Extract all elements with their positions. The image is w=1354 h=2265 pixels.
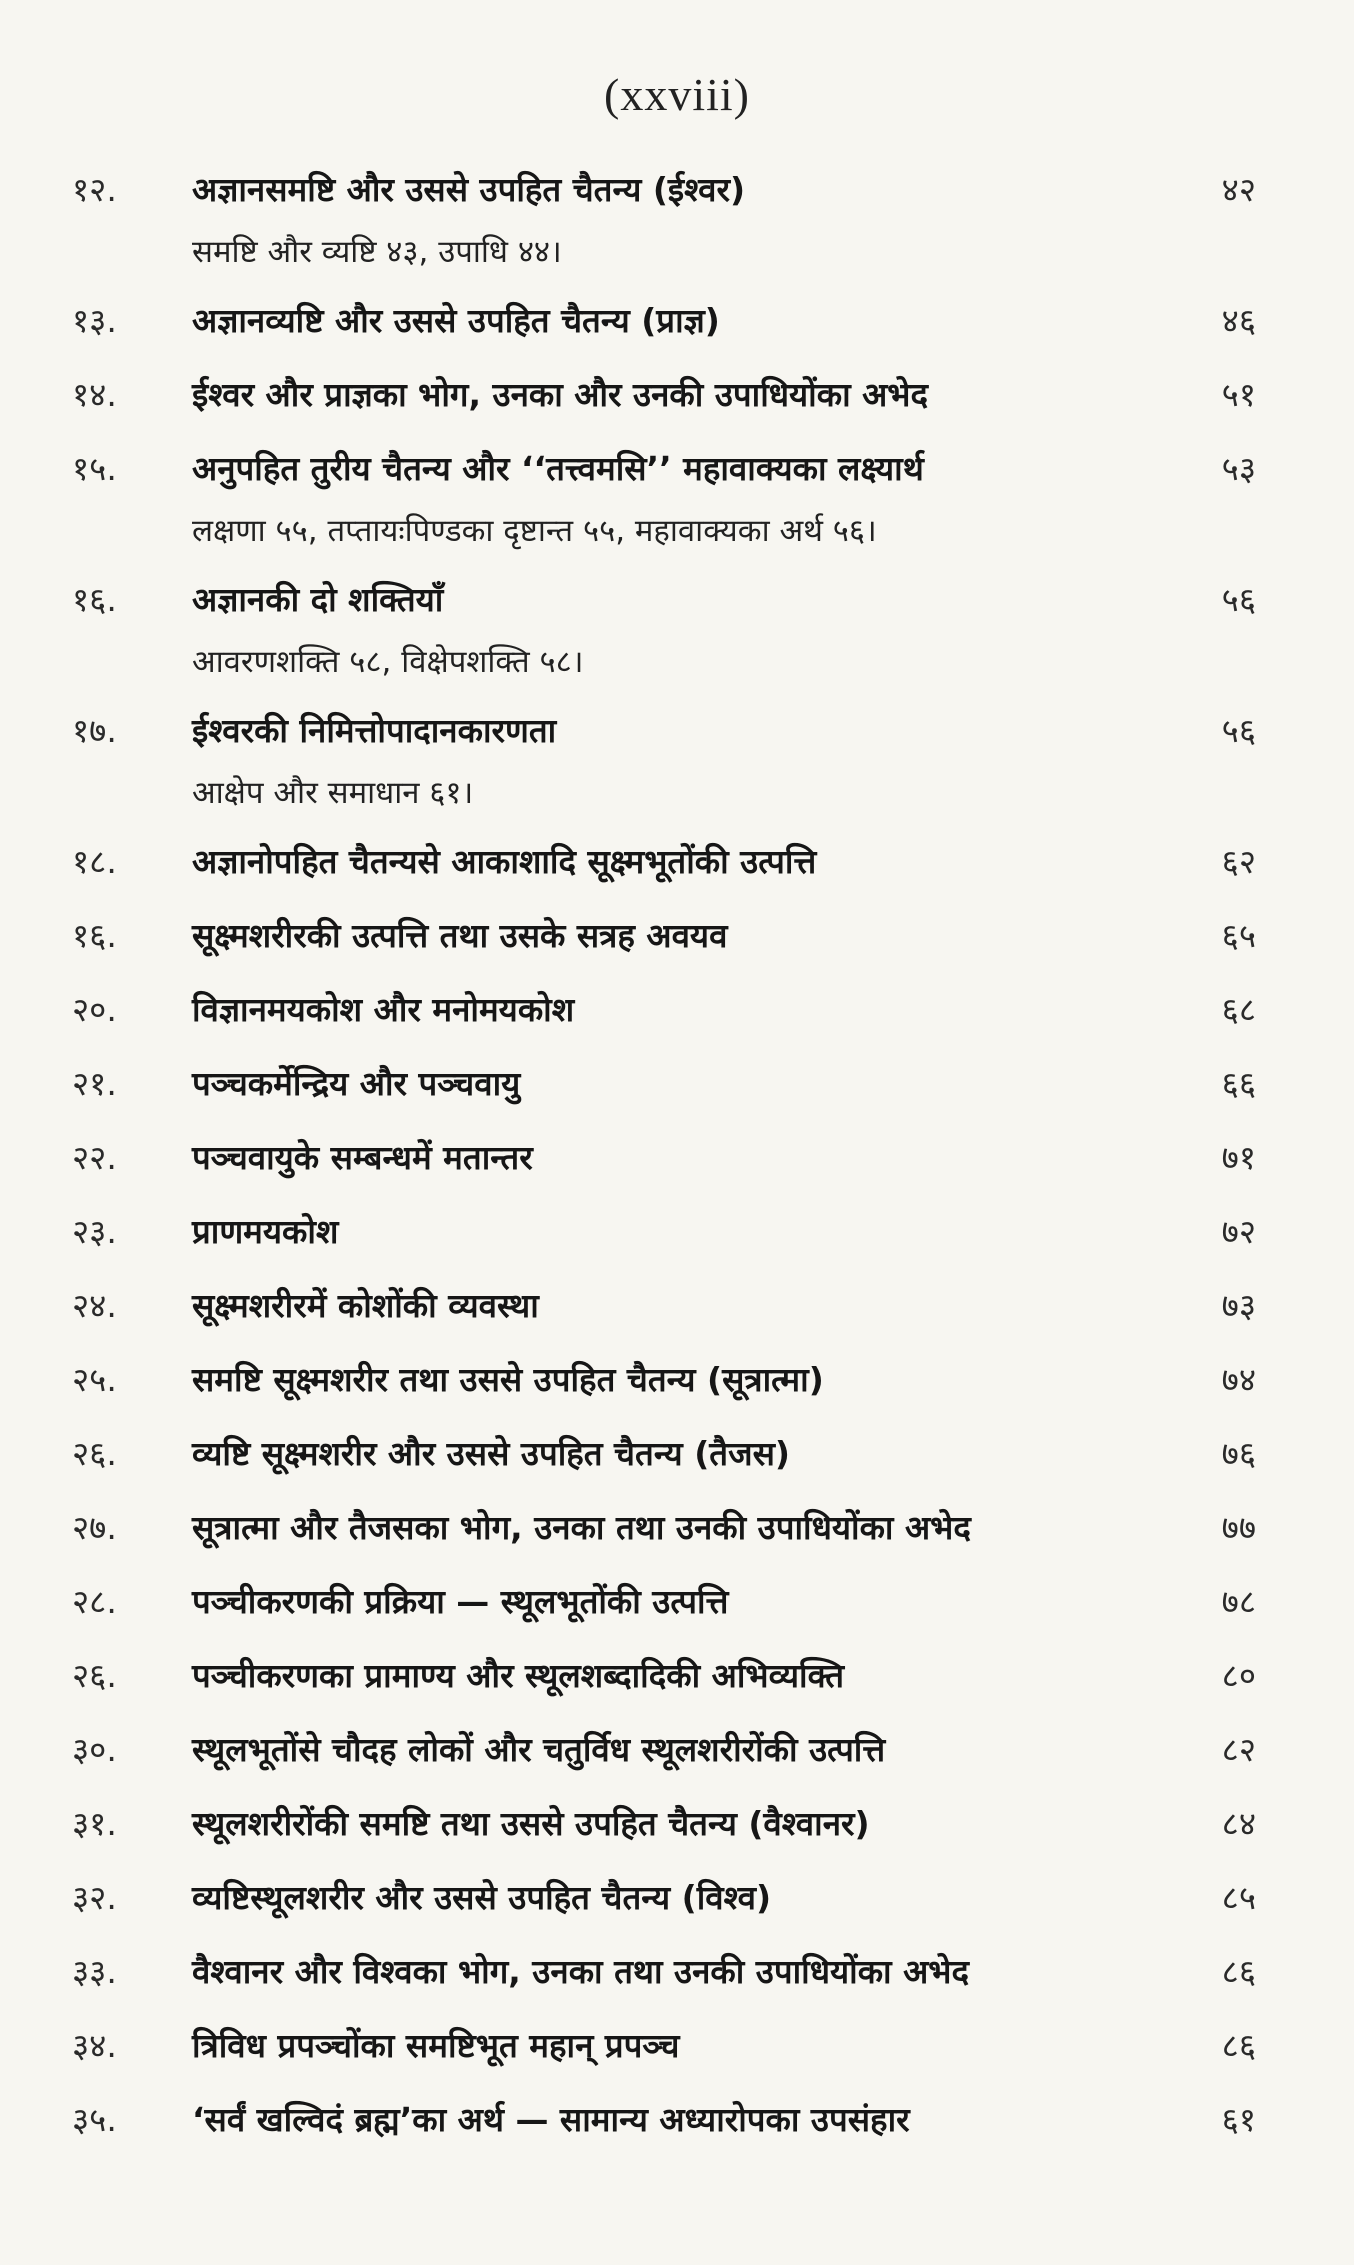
- toc-entry-title: अज्ञानोपहित चैतन्यसे आकाशादि सूक्ष्मभूतोंकी उत्पत्ति: [192, 842, 817, 881]
- toc-entry-page: ५६: [1221, 711, 1256, 750]
- toc-entry: [0, 2095, 1354, 2169]
- toc-entry: [0, 165, 1354, 296]
- toc-entry-number: २३.: [72, 1212, 117, 1251]
- toc-entry-title: सूत्रात्मा और तैजसका भोग, उनका तथा उनकी उपाधियोंका अभेद: [192, 1508, 971, 1547]
- toc-entry-page: ८६: [1221, 2026, 1256, 2065]
- toc-entry-page: ८०: [1221, 1656, 1256, 1695]
- toc-entry-title: वैश्वानर और विश्वका भोग, उनका तथा उनकी उपाधियोंका अभेद: [192, 1952, 970, 1991]
- toc-entry-number: ३५.: [72, 2100, 117, 2139]
- toc-entry: [0, 1355, 1354, 1429]
- toc-entry-page: ८५: [1221, 1878, 1256, 1917]
- toc-entry-page: ७१: [1221, 1138, 1256, 1177]
- toc-entry: [0, 706, 1354, 837]
- toc-entry-number: २५.: [72, 1360, 117, 1399]
- toc-entry-page: ६२: [1221, 842, 1256, 881]
- toc-entry-page: ५३: [1221, 449, 1256, 488]
- toc-entry-number: २१.: [72, 1064, 117, 1103]
- toc-entry-title: स्थूलशरीरोंकी समष्टि तथा उससे उपहित चैतन्य (वैश्वानर): [192, 1804, 870, 1843]
- toc-entry-number: १३.: [72, 301, 117, 340]
- page-number: (xxviii): [604, 69, 750, 120]
- toc-entry-number: १६.: [72, 916, 117, 955]
- toc-entry-number: ३०.: [72, 1730, 117, 1769]
- toc-entry-number: १६.: [72, 580, 117, 619]
- toc-entry-title: त्रिविध प्रपञ्चोंका समष्टिभूत महान् प्रपञ्च: [192, 2026, 680, 2065]
- toc-entry: [0, 1725, 1354, 1799]
- toc-entry-title: अज्ञानसमष्टि और उससे उपहित चैतन्य (ईश्वर): [192, 170, 746, 209]
- toc-entry-subtopics: आक्षेप और समाधान ६१।: [192, 775, 474, 811]
- toc-entry-title: अज्ञानकी दो शक्तियाँ: [192, 580, 444, 619]
- toc-entry-page: ५१: [1221, 375, 1256, 414]
- toc-entry-page: ७७: [1221, 1508, 1256, 1547]
- toc-entry-number: २४.: [72, 1286, 117, 1325]
- toc-entry-title: पञ्चकर्मेन्द्रिय और पञ्चवायु: [192, 1064, 521, 1103]
- toc-entry-number: ३३.: [72, 1952, 117, 1991]
- toc-entry-title: पञ्चवायुके सम्बन्धमें मतान्तर: [192, 1138, 533, 1177]
- toc-entry-title: स्थूलभूतोंसे चौदह लोकों और चतुर्विध स्थूलशरीरोंकी उत्पत्ति: [192, 1730, 886, 1769]
- toc-entry-number: २०.: [72, 990, 117, 1029]
- toc-entry-page: ४२: [1221, 170, 1256, 209]
- toc-entry: [0, 444, 1354, 575]
- toc-entry-page: ६८: [1221, 990, 1256, 1029]
- toc-entry-page: ६६: [1221, 1064, 1256, 1103]
- toc-entry-page: ७८: [1221, 1582, 1256, 1621]
- toc-entry-number: ३४.: [72, 2026, 117, 2065]
- toc-entry-page: ७४: [1221, 1360, 1256, 1399]
- toc-entry: [0, 985, 1354, 1059]
- toc-entry-number: ३१.: [72, 1804, 117, 1843]
- toc-entry-title: व्यष्टिस्थूलशरीर और उससे उपहित चैतन्य (विश्व): [192, 1878, 772, 1917]
- toc-entry: [0, 911, 1354, 985]
- toc-entry-title: ईश्वर और प्राज्ञका भोग, उनका और उनकी उपाधियोंका अभेद: [192, 375, 929, 414]
- toc-entry: [0, 1281, 1354, 1355]
- toc-entry-page: ८४: [1221, 1804, 1256, 1843]
- toc-entry-title: अज्ञानव्यष्टि और उससे उपहित चैतन्य (प्राज्ञ): [192, 301, 720, 340]
- toc-entry: [0, 837, 1354, 911]
- toc-entry-number: १७.: [72, 711, 117, 750]
- toc-entry-title: समष्टि सूक्ष्मशरीर तथा उससे उपहित चैतन्य (सूत्रात्मा): [192, 1360, 824, 1399]
- toc-entry-title: प्राणमयकोश: [192, 1212, 339, 1251]
- toc-entry-page: ६१: [1221, 2100, 1256, 2139]
- toc-entry-number: २८.: [72, 1582, 117, 1621]
- toc-entry-title: सूक्ष्मशरीरकी उत्पत्ति तथा उसके सत्रह अवयव: [192, 916, 728, 955]
- toc-entry-title: पञ्चीकरणका प्रामाण्य और स्थूलशब्दादिकी अभिव्यक्ति: [192, 1656, 845, 1695]
- toc-entry: [0, 1207, 1354, 1281]
- toc-entry-number: २६.: [72, 1434, 117, 1473]
- toc-entry-page: ७३: [1221, 1286, 1256, 1325]
- toc-entry-number: १५.: [72, 449, 117, 488]
- toc-entry: [0, 575, 1354, 706]
- toc-entry-page: ८६: [1221, 1952, 1256, 1991]
- toc-entry: [0, 1947, 1354, 2021]
- toc-entry: [0, 1133, 1354, 1207]
- toc-entry-title: व्यष्टि सूक्ष्मशरीर और उससे उपहित चैतन्य (तैजस): [192, 1434, 790, 1473]
- toc-entry: [0, 1503, 1354, 1577]
- toc-entry-subtopics: लक्षणा ५५, तप्तायःपिण्डका दृष्टान्त ५५, महावाक्यका अर्थ ५६।: [192, 513, 877, 549]
- toc-entry-number: १२.: [72, 170, 117, 209]
- toc-entry: [0, 296, 1354, 370]
- toc-entry-page: ६५: [1221, 916, 1256, 955]
- toc-entry-number: १४.: [72, 375, 117, 414]
- toc-entry-title: अनुपहित तुरीय चैतन्य और ‘‘तत्त्वमसि’’ महावाक्यका लक्ष्यार्थ: [192, 449, 924, 488]
- toc-entry: [0, 1577, 1354, 1651]
- toc-entry: [0, 2021, 1354, 2095]
- toc-entry: [0, 370, 1354, 444]
- toc-entry-number: ३२.: [72, 1878, 117, 1917]
- toc-entry: [0, 1651, 1354, 1725]
- toc-entry-number: १८.: [72, 842, 117, 881]
- toc-entry: [0, 1873, 1354, 1947]
- toc-entry-number: २२.: [72, 1138, 117, 1177]
- toc-entry: [0, 1059, 1354, 1133]
- toc-entry-page: ४६: [1221, 301, 1256, 340]
- toc-entry-page: ८२: [1221, 1730, 1256, 1769]
- toc-entry-title: सूक्ष्मशरीरमें कोशोंकी व्यवस्था: [192, 1286, 539, 1325]
- toc-entry-page: ७६: [1221, 1434, 1256, 1473]
- toc-entry-number: २६.: [72, 1656, 117, 1695]
- toc-entry-number: २७.: [72, 1508, 117, 1547]
- toc-entry: [0, 1429, 1354, 1503]
- toc-entry-title: विज्ञानमयकोश और मनोमयकोश: [192, 990, 575, 1029]
- toc-entry: [0, 1799, 1354, 1873]
- toc-entry-title: ईश्वरकी निमित्तोपादानकारणता: [192, 711, 557, 750]
- toc-entry-title: ‘सर्वं खल्विदं ब्रह्म’का अर्थ — सामान्य अध्यारोपका उपसंहार: [192, 2100, 910, 2139]
- toc-entry-subtopics: समष्टि और व्यष्टि ४३, उपाधि ४४।: [192, 234, 562, 270]
- toc-entry-page: ७२: [1221, 1212, 1256, 1251]
- toc-entry-page: ५६: [1221, 580, 1256, 619]
- toc-entry-subtopics: आवरणशक्ति ५८, विक्षेपशक्ति ५८।: [192, 644, 584, 680]
- toc-entry-title: पञ्चीकरणकी प्रक्रिया — स्थूलभूतोंकी उत्पत्ति: [192, 1582, 729, 1621]
